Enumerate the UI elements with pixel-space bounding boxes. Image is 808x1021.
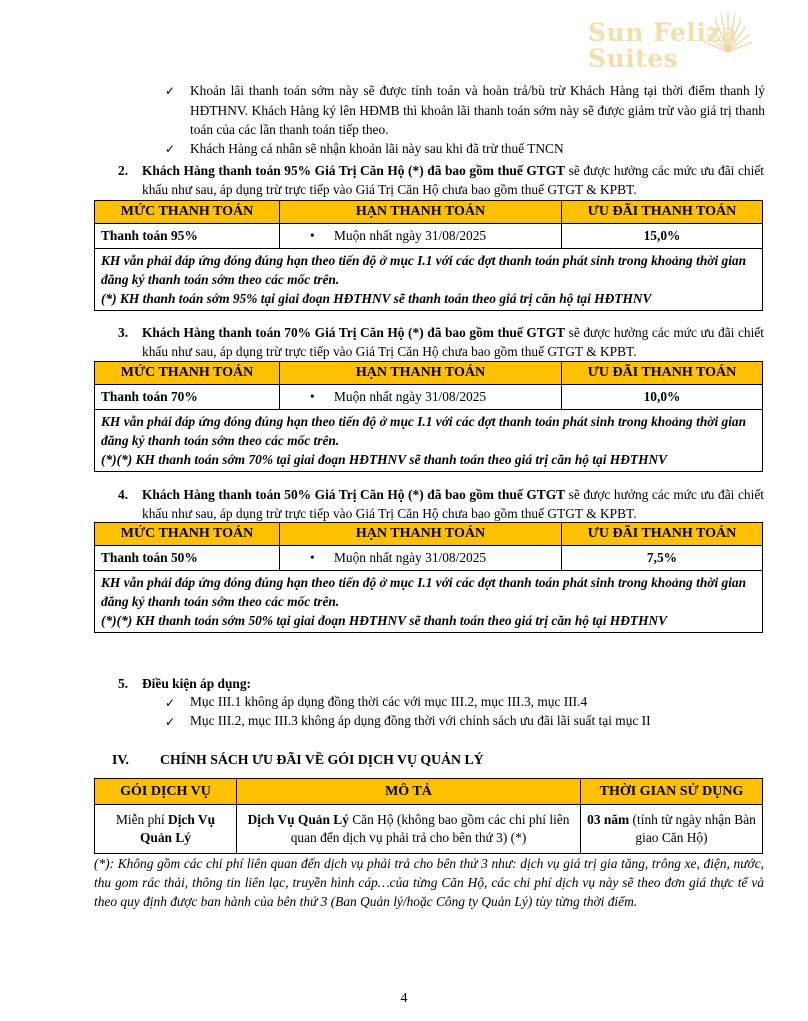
discount-table-95 [94,200,763,311]
col-header-thoigian: THỜI GIAN SỬ DỤNG [581,779,763,805]
discount-table-50 [94,522,763,633]
cell-uudai: 15,0% [562,224,763,249]
option-heading-rest: sẽ được hưởng các mức ưu đãi chiết khấu như sau, áp dụng trừ trực tiếp vào Giá Trị Căn Hộ chưa bao gồm thuế GTGT & KPBT. [142,325,764,359]
col-header-han: HẠN THANH TOÁN [280,523,562,546]
col-header-han: HẠN THANH TOÁN [280,362,562,385]
option-heading-bold: Khách Hàng thanh toán 95% Giá Trị Căn Hộ (*) đã bao gồm thuế GTGT [142,163,566,178]
item-number: 2. [118,163,129,178]
condition-item: Mục III.1 không áp dụng đồng thời các với mục III.2, mục III.3, mục III.4 [190,694,588,709]
cell-uudai: 10,0% [562,385,763,410]
col-header-han: HẠN THANH TOÁN [280,201,562,224]
option-heading-rest: sẽ được hưởng các mức ưu đãi chiết khấu như sau, áp dụng trừ trực tiếp vào Giá Trị Căn Hộ chưa bao gồm thuế GTGT & KPBT. [142,487,764,521]
bullet-text: Khách Hàng cá nhân sẽ nhận khoản lãi này sau khi đã trừ thuế TNCN [190,141,564,156]
checkmark-icon: ✓ [165,84,176,98]
condition-item: Mục III.2, mục III.3 không áp dụng đồng thời với chính sách ưu đãi lãi suất tại mục II [190,713,651,728]
option-heading-bold: Khách Hàng thanh toán 70% Giá Trị Căn Hộ (*) đã bao gồm thuế GTGT [142,325,566,340]
cell-thoigian-bold: 03 năm [587,812,630,827]
cell-mota [237,805,581,854]
cell-han-text: Muộn nhất ngày 31/08/2025 [334,228,487,243]
item-number: 3. [118,325,129,340]
cell-goi-bold: Dịch Vụ Quản Lý [140,812,216,845]
table-note [95,249,763,311]
table-note-line-2: (*) KH thanh toán sớm 95% tại giai đoạn HĐTHNV sẽ thanh toán theo giá trị căn hộ tại HĐTHNV [101,291,652,306]
cell-uudai: 7,5% [562,546,763,571]
cell-thoigian [581,805,763,854]
discount-table-70 [94,361,763,472]
bullet-text: Khoản lãi thanh toán sớm này sẽ được tính toán và hoàn trả/bù trừ Khách Hàng tại thời điểm thanh lý HĐTHNV. Khách Hàng ký lên HĐMB thì khoản lãi thanh toán sớm này sẽ được giảm trừ vào giá trị thanh toán của các lần thanh toán tiếp theo. [190,83,765,137]
col-header-uudai: ƯU ĐÃI THANH TOÁN [562,201,763,224]
option-heading [142,486,764,523]
option-heading-rest: sẽ được hưởng các mức ưu đãi chiết khấu như sau, áp dụng trừ trực tiếp vào Giá Trị Căn Hộ chưa bao gồm thuế GTGT & KPBT. [142,163,764,197]
cell-mota-rest: Căn Hộ (không bao gồm các chi phí liên quan đến dịch vụ phải trả cho bên thứ 3) (*) [290,812,570,845]
cell-goi [95,805,237,854]
cell-muc: Thanh toán 50% [95,546,280,571]
item-number: 5. [118,676,129,691]
option-heading-bold: Khách Hàng thanh toán 50% Giá Trị Căn Hộ (*) đã bao gồm thuế GTGT [142,487,566,502]
cell-han [280,385,562,410]
col-header-goi: GÓI DỊCH VỤ [95,779,237,805]
cell-han-text: Muộn nhất ngày 31/08/2025 [334,389,487,404]
col-header-uudai: ƯU ĐÃI THANH TOÁN [562,362,763,385]
col-header-muc: MỨC THANH TOÁN [95,523,280,546]
conditions-title: Điều kiện áp dụng: [142,676,252,691]
cell-mota-bold: Dịch Vụ Quản Lý [247,812,349,827]
bullet-dot-icon: • [310,389,315,404]
logo-line-1: Sun Feliza [588,18,738,47]
option-heading [142,162,764,199]
checkmark-icon: ✓ [165,715,176,729]
table-note-line-1: KH vẫn phải đáp ứng đóng đúng hạn theo tiến độ ở mục I.1 với các đợt thanh toán phát sinh trong khoảng thời gian đăng ký thanh toán sớm theo các mốc trên. [101,414,747,448]
section-title: CHÍNH SÁCH ƯU ĐÃI VỀ GÓI DỊCH VỤ QUẢN LÝ [160,752,484,767]
cell-thoigian-rest: (tính từ ngày nhận Bàn giao Căn Hộ) [629,812,756,845]
col-header-uudai: ƯU ĐÃI THANH TOÁN [562,523,763,546]
table-note-line-1: KH vẫn phải đáp ứng đóng đúng hạn theo tiến độ ở mục I.1 với các đợt thanh toán phát sinh trong khoảng thời gian đăng ký thanh toán sớm theo các mốc trên. [101,253,747,287]
sun-feliza-suites-logo [588,8,758,74]
service-table [94,778,763,854]
table-note [95,410,763,472]
cell-muc: Thanh toán 95% [95,224,280,249]
table-note-line-2: (*)(*) KH thanh toán sớm 70% tại giai đoạn HĐTHNV sẽ thanh toán theo giá trị căn hộ tại HĐTHNV [101,452,668,467]
cell-han [280,224,562,249]
checkmark-icon: ✓ [165,142,176,156]
page-number: 4 [400,991,408,1006]
bullet-dot-icon: • [310,228,315,243]
table-note-line-2: (*)(*) KH thanh toán sớm 50% tại giai đoạn HĐTHNV sẽ thanh toán theo giá trị căn hộ tại HĐTHNV [101,613,668,628]
checkmark-icon: ✓ [165,696,176,710]
table-note-line-1: KH vẫn phải đáp ứng đóng đúng hạn theo tiến độ ở mục I.1 với các đợt thanh toán phát sinh trong khoảng thời gian đăng ký thanh toán sớm theo các mốc trên. [101,575,747,609]
bullet-dot-icon: • [310,550,315,565]
cell-muc: Thanh toán 70% [95,385,280,410]
item-number: 4. [118,487,129,502]
section-number: IV. [112,752,130,767]
col-header-muc: MỨC THANH TOÁN [95,362,280,385]
footnote: (*): Không gồm các chi phí liên quan đến dịch vụ phải trả cho bên thứ 3 như: dịch vụ giá trị gia tăng, trông xe, điện, nước, thu gom rác thải, thông tin liên lạc, truyền hình cáp…của từng Căn Hộ, các chi phí dịch vụ này sẽ theo đơn giá thực tế và theo quy định được ban hành của bên thứ 3 (Ban Quản lý/hoặc Công ty Quản Lý) tùy từng thời điểm. [94,856,764,909]
cell-han-text: Muộn nhất ngày 31/08/2025 [334,550,487,565]
col-header-mota: MÔ TẢ [237,779,581,805]
cell-goi-plain: Miễn phí [115,812,169,827]
option-heading [142,324,764,361]
col-header-muc: MỨC THANH TOÁN [95,201,280,224]
cell-han [280,546,562,571]
logo-line-2: Suites [588,44,679,73]
table-note [95,571,763,633]
